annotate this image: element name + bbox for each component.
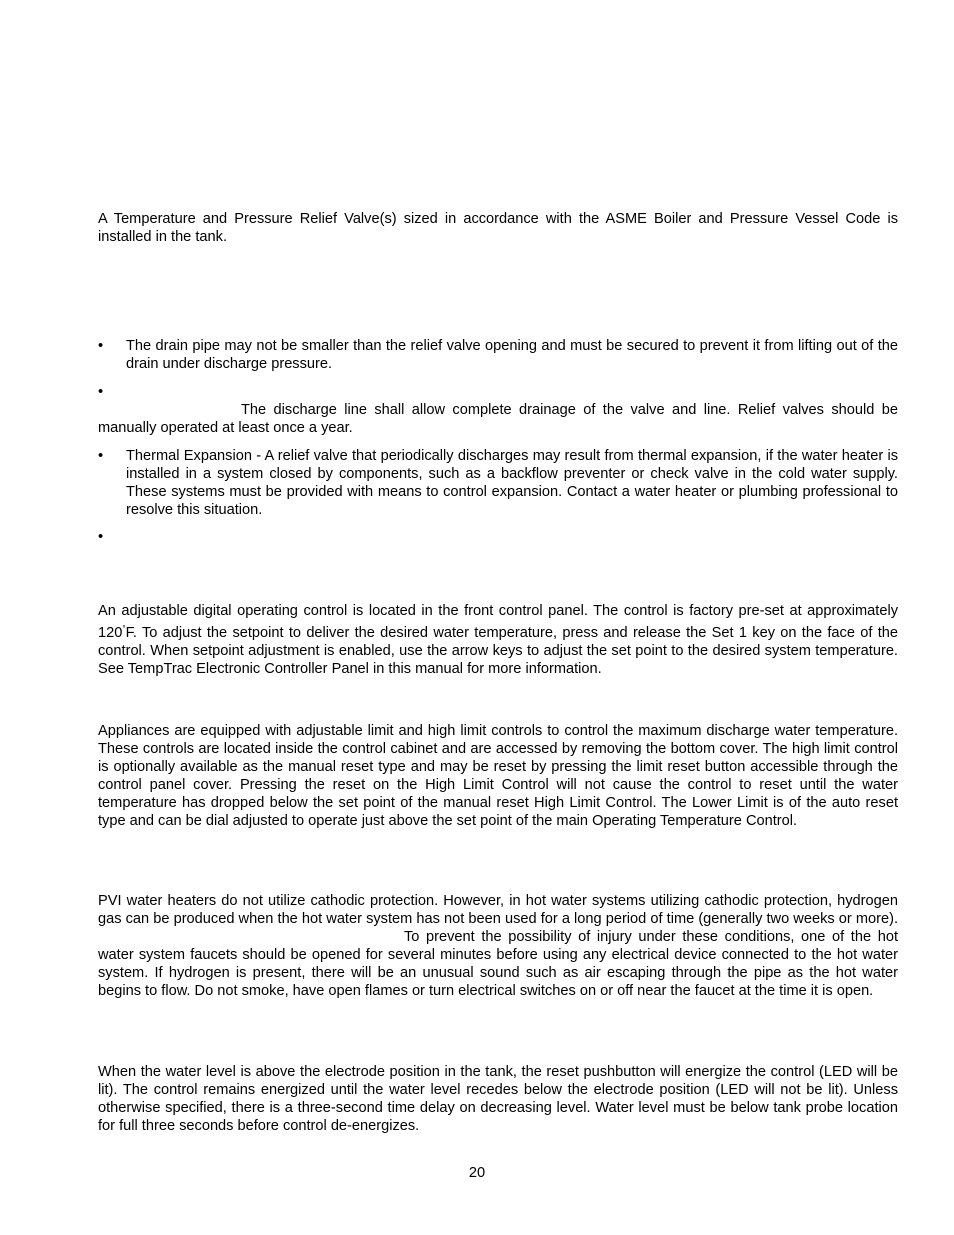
operating-control-paragraph	[98, 602, 898, 678]
relief-valve-paragraph: A Temperature and Pressure Relief Valve(s) sized in accordance with the ASME Boiler and Pressure Vessel Code is installed in the tank.	[98, 211, 898, 246]
hydrogen-text-2: To prevent the possibility of injury under these conditions, one of the hot water system faucets should be opened for several minutes before using any electrical device connected to the hot water system. If hydrogen is present, there will be an unusual sound such as air escaping through the pipe as the hot water begins to flow. Do not smoke, have open flames or turn electrical switches on or off near the faucet at the time it is open.	[98, 929, 898, 1000]
operating-control-text-1: An adjustable digital operating control is located in the front control panel. The control is factory pre-set at approximately 120	[98, 603, 898, 642]
water-level-paragraph: When the water level is above the electrode position in the tank, the reset pushbutton will energize the control (LED will be lit). The control remains energized until the water level recedes below the electrode position (LED will not be lit). Unless otherwise specified, there is a three-second time delay on decreasing level. Water level must be below tank probe location for full three seconds before control de-energizes.	[98, 1064, 898, 1135]
bullet-icon: •	[98, 448, 104, 464]
hydrogen-text-1: PVI water heaters do not utilize cathodic protection. However, in hot water systems utilizing cathodic protection, hydrogen gas can be produced when the hot water system has not been used for a long period of time (generally two weeks or more).	[98, 893, 898, 928]
discharge-line-paragraph: The discharge line shall allow complete drainage of the valve and line. Relief valves should be manually operated at least once a year.	[98, 402, 898, 437]
high-limit-paragraph: Appliances are equipped with adjustable limit and high limit controls to control the maximum discharge water temperature. These controls are located inside the control cabinet and are accessed by removing the bottom cover. The high limit control is optionally available as the manual reset type and may be reset by pressing the limit reset button accessible through the control panel cover. Pressing the reset on the High Limit Control will not cause the control to reset until the water temperature has dropped below the set point of the manual reset High Limit Control. The Lower Limit is of the auto reset type and can be dial adjusted to operate just above the set point of the main Operating Temperature Control.	[98, 723, 898, 830]
list-item-text: Thermal Expansion - A relief valve that periodically discharges may result from thermal expansion, if the water heater is installed in a system closed by components, such as a backflow preventer or check valve in the cold water supply. These systems must be provided with means to control expansion. Contact a water heater or plumbing professional to resolve this situation.	[126, 448, 898, 519]
bullet-icon: •	[98, 529, 104, 545]
bullet-icon: •	[98, 338, 104, 354]
degree-symbol: °	[122, 624, 126, 634]
page-number: 20	[468, 1165, 486, 1181]
bullet-icon: •	[98, 384, 104, 400]
operating-control-text-2: F. To adjust the setpoint to deliver the desired water temperature, press and release the Set 1 key on the face of the control. When setpoint adjustment is enabled, use the arrow keys to adjust the set point to the desired system temperature. See TempTrac Electronic Controller Panel in this manual for more information.	[98, 625, 898, 678]
hydrogen-paragraph	[98, 892, 898, 1001]
list-item-text: The drain pipe may not be smaller than the relief valve opening and must be secured to prevent it from lifting out of the drain under discharge pressure.	[126, 338, 898, 373]
